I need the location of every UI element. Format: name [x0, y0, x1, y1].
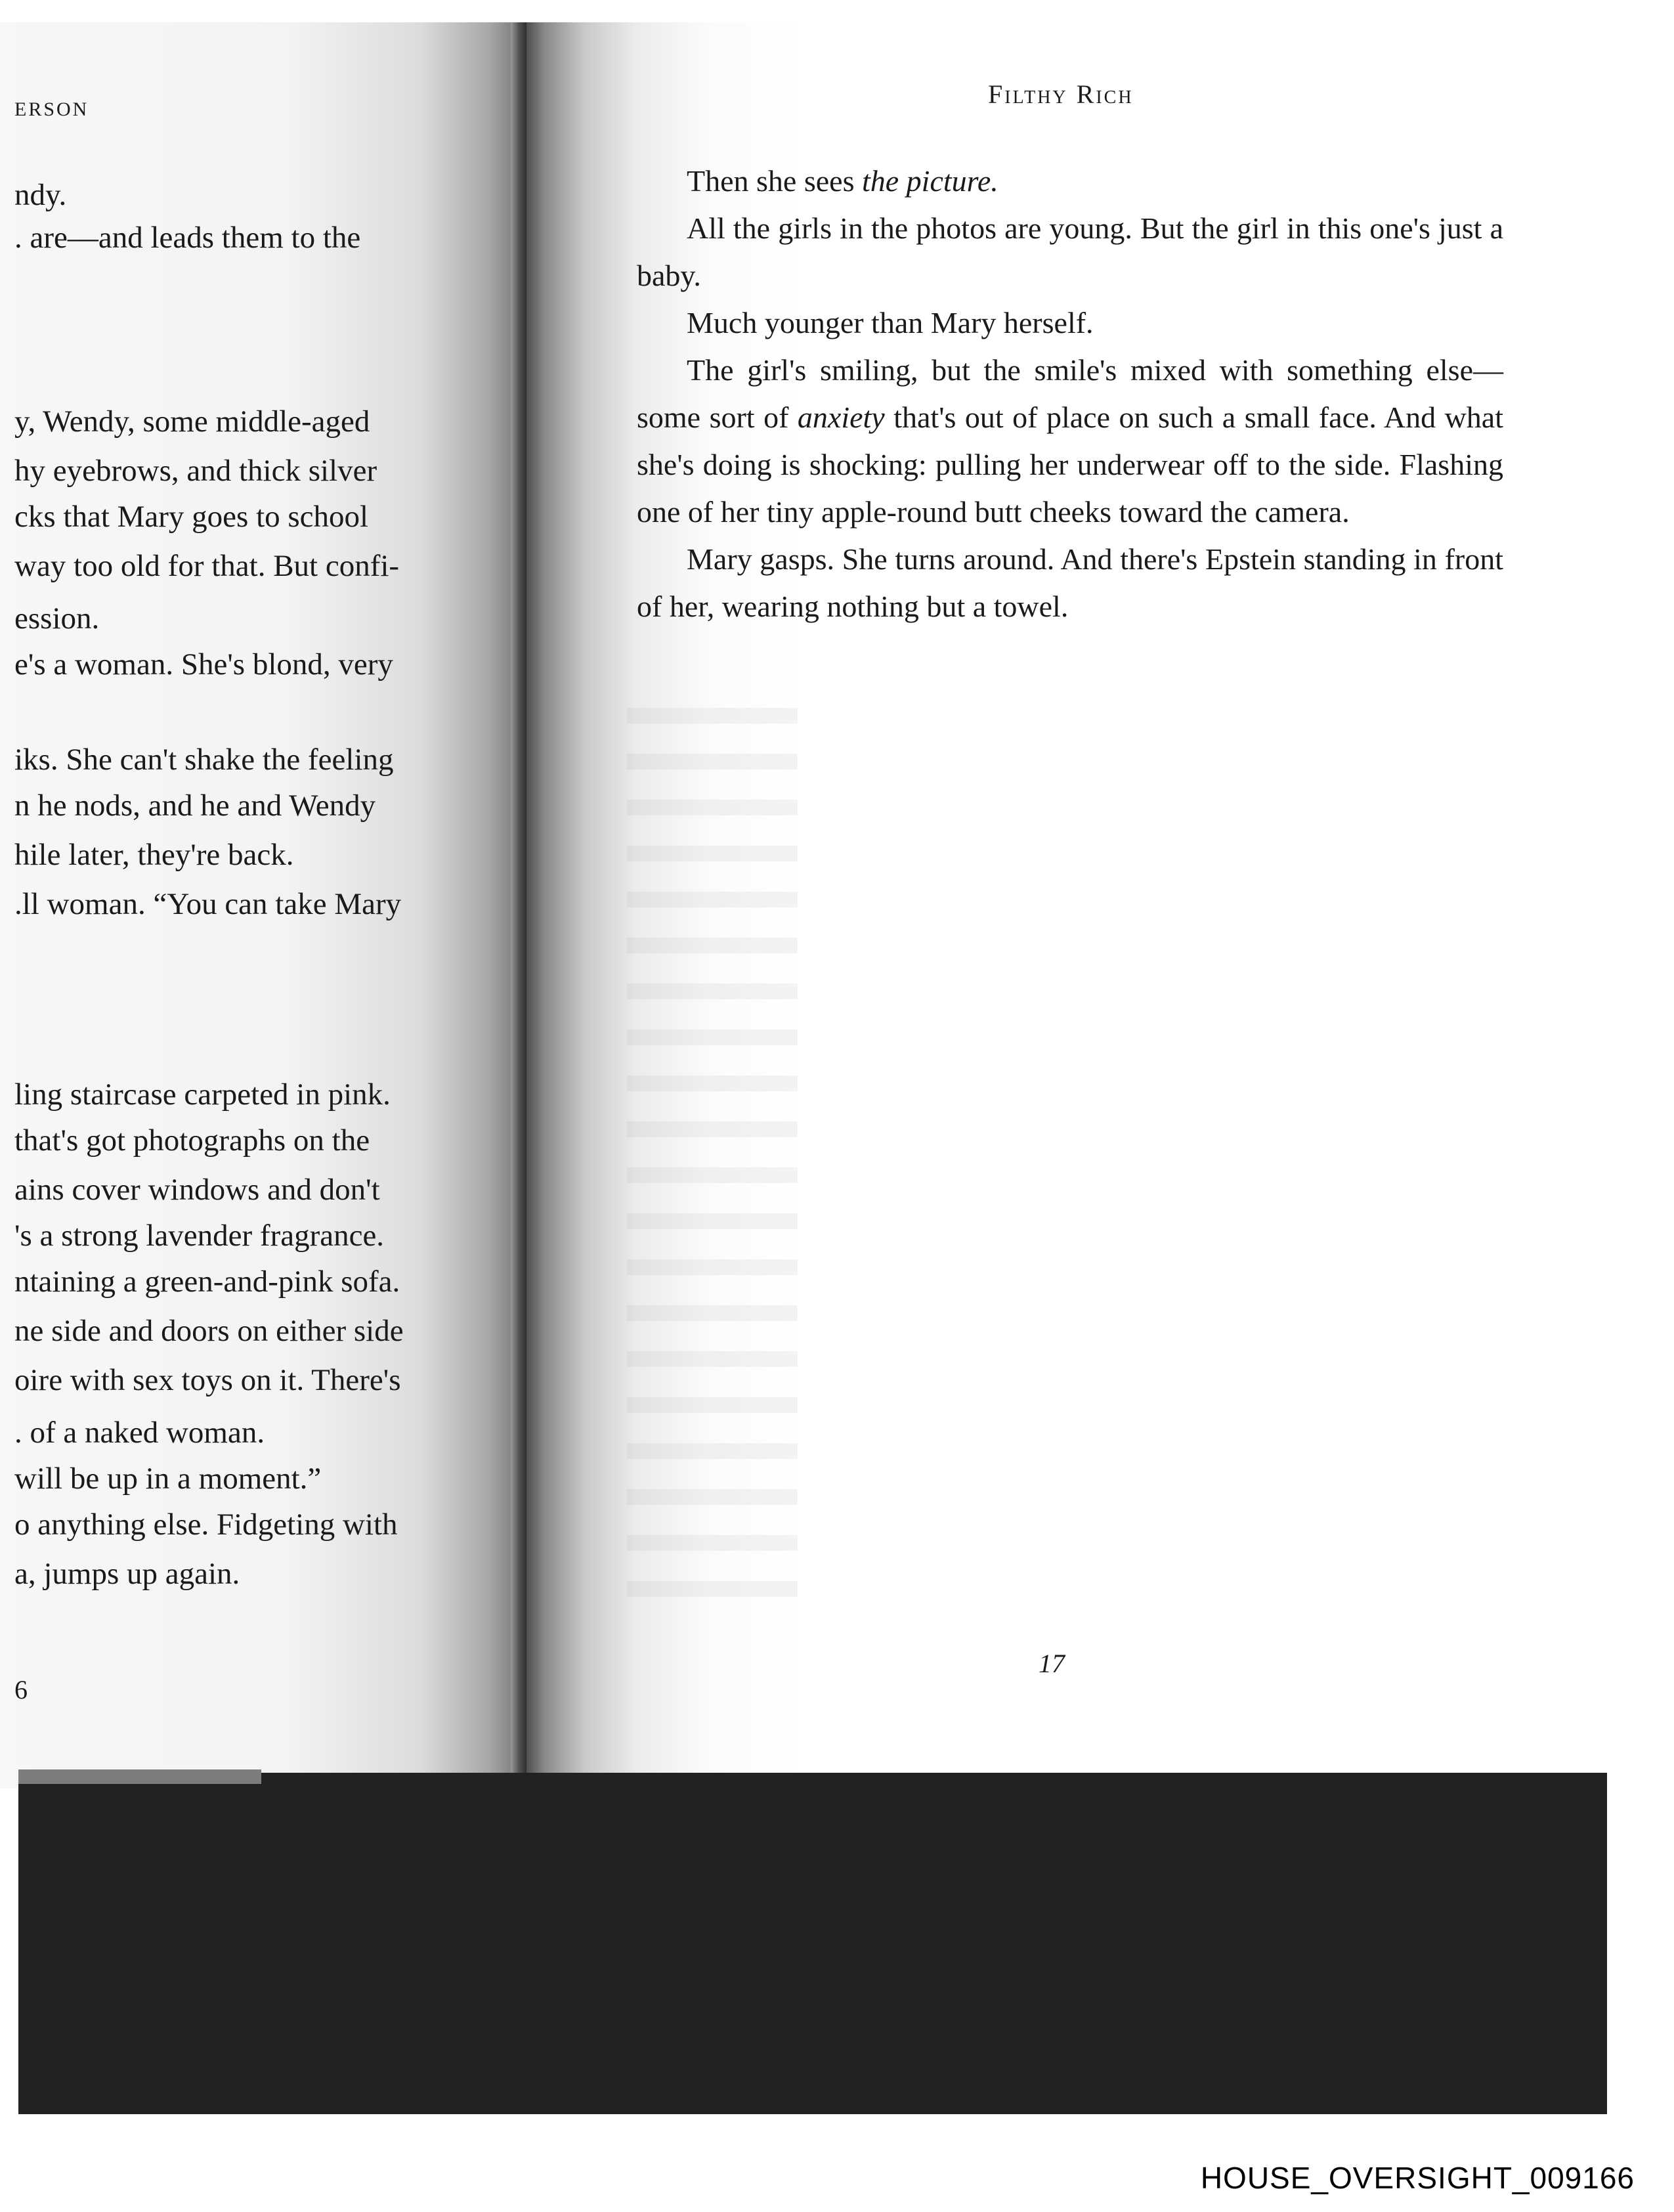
scan-background: [18, 1773, 1607, 2114]
right-running-head: Filthy Rich: [988, 79, 1134, 109]
left-page-number: 6: [14, 1675, 28, 1704]
book-gutter: [511, 22, 526, 1782]
left-line: hy eyebrows, and thick silver: [14, 454, 377, 488]
paragraph: [637, 299, 1503, 347]
left-line: 's a strong lavender fragrance.: [14, 1219, 385, 1253]
left-line: iks. She can't shake the feeling: [14, 743, 394, 777]
left-line: ndy.: [14, 178, 67, 212]
left-line: a, jumps up again.: [14, 1557, 240, 1591]
left-line: y, Wendy, some middle-aged: [14, 404, 370, 439]
left-line: hile later, they're back.: [14, 838, 294, 872]
left-line: cks that Mary goes to school: [14, 500, 369, 534]
left-line: e's a woman. She's blond, very: [14, 647, 393, 682]
show-through-text: [627, 683, 798, 1602]
left-line: ains cover windows and don't: [14, 1173, 380, 1207]
left-line: way too old for that. But confi-: [14, 549, 400, 583]
left-running-head: ERSON: [14, 98, 89, 120]
bates-number: HOUSE_OVERSIGHT_009166: [1200, 2161, 1635, 2195]
paragraph: [637, 205, 1503, 299]
scan-edge-strip: [18, 1769, 261, 1784]
paragraph-text: The girl's smiling, but the smile's mixed with something else—some sort of: [637, 353, 1503, 434]
paragraph-emphasis: the picture.: [861, 164, 998, 198]
left-line: that's got photographs on the: [14, 1123, 370, 1158]
left-line: ession.: [14, 601, 100, 636]
left-line: o anything else. Fidgeting with: [14, 1507, 398, 1542]
left-line: . are—and leads them to the: [14, 221, 361, 255]
left-line: will be up in a moment.”: [14, 1462, 322, 1496]
paragraph-text: Then she sees: [687, 164, 862, 198]
left-line: . of a naked woman.: [14, 1416, 265, 1450]
paragraph-text: All the girls in the photos are young. But the girl in this one's just a baby.: [637, 211, 1503, 292]
paragraph: [637, 536, 1503, 630]
left-line: ntaining a green-and-pink sofa.: [14, 1265, 400, 1299]
right-page-number: 17: [1039, 1649, 1065, 1678]
left-line: ne side and doors on either side: [14, 1314, 404, 1348]
left-line: oire with sex toys on it. There's: [14, 1363, 401, 1397]
right-page-text: [637, 158, 1503, 630]
left-line: ling staircase carpeted in pink.: [14, 1077, 391, 1112]
left-line: n he nods, and he and Wendy: [14, 789, 376, 823]
paragraph-text: Mary gasps. She turns around. And there's Epstein standing in front of her, wearing nothing but a towel.: [637, 542, 1503, 623]
paragraph-text: Much younger than Mary herself.: [687, 306, 1094, 339]
paragraph: [637, 158, 1503, 205]
paragraph-text: that's out of place on such a small face. And what she's doing is shocking: pulling her underwear off to the side. Flashing one of her tiny apple-round butt cheeks toward the camera.: [637, 401, 1504, 529]
paragraph: [637, 347, 1503, 536]
paragraph-emphasis: anxiety: [797, 401, 885, 434]
left-line: .ll woman. “You can take Mary: [14, 887, 402, 921]
